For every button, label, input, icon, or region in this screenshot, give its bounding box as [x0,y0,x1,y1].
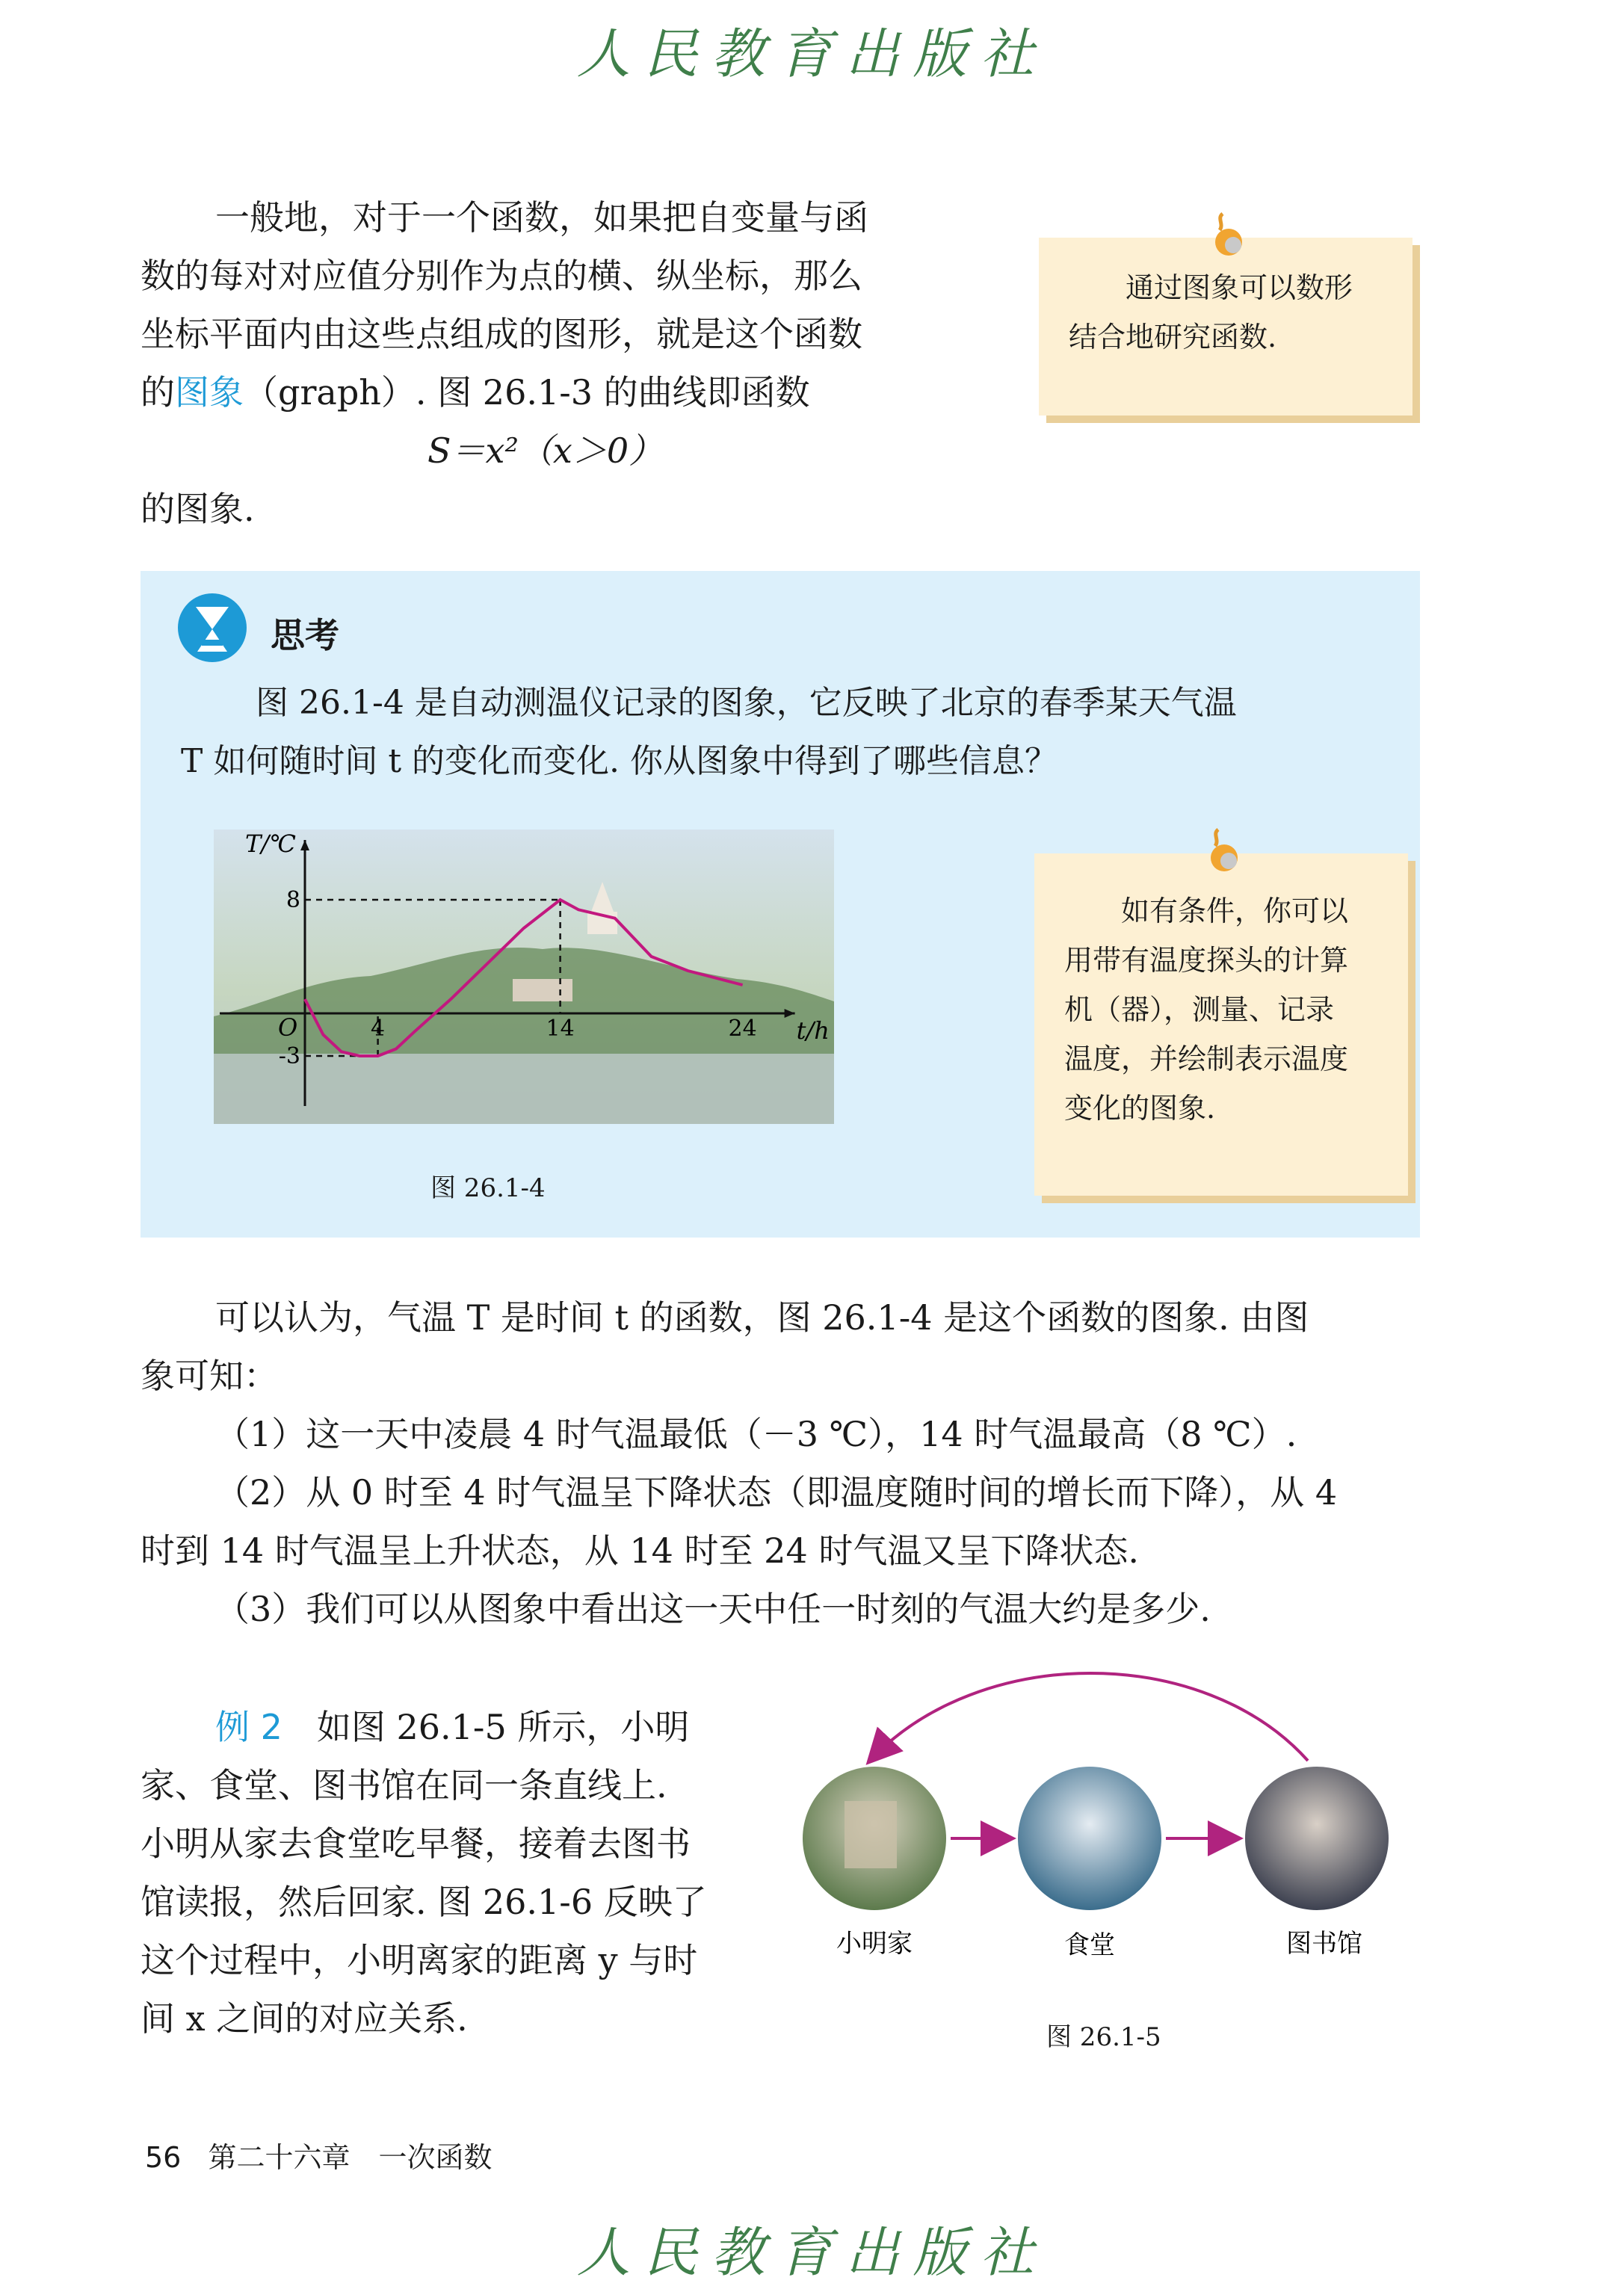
chart-x-tick-label: 14 [546,1016,575,1042]
intro-line-6: 的图象. [141,489,255,529]
footer-brand: 人民教育出版社 [576,2221,1048,2284]
chart-y-tick-label: 8 [285,887,300,913]
header-brand: 人民教育出版社 [576,22,1048,85]
note-line: 通过图象可以数形 [1126,271,1353,304]
chart-building [513,979,572,1001]
intro-line-prefix: 的 [141,372,175,413]
think-title: 思考 [271,615,339,655]
page-number: 56 [145,2141,182,2174]
side-note-2 [1034,853,1408,1196]
figure-caption: 图 26.1-5 [1046,2022,1161,2052]
think-line: T 如何随时间 t 的变化而变化. 你从图象中得到了哪些信息？ [181,742,1058,780]
example-line: 小明从家去食堂吃早餐，接着去图书 [141,1823,691,1864]
intro-line-suffix: （graph）. 图 26.1-3 的曲线即函数 [244,372,810,413]
list-item: （3）我们可以从图象中看出这一天中任一时刻的气温大约是多少. [215,1589,1211,1629]
list-item: （1）这一天中凌晨 4 时气温最低（－3 ℃），14 时气温最高（8 ℃）. [215,1414,1297,1454]
list-item: （2）从 0 时至 4 时气温呈下降状态（即温度随时间的增长而下降），从 4 [215,1472,1338,1513]
return-home-arrow [870,1673,1308,1761]
example-line: 家、食堂、图书馆在同一条直线上. [141,1765,667,1806]
pushpin-icon [1205,828,1241,873]
temperature-chart [214,830,834,1124]
intro-line: 一般地，对于一个函数，如果把自变量与函 [215,197,868,238]
note-line: 用带有温度探头的计算 [1064,944,1349,977]
side-note-1 [1039,238,1412,416]
think-box [141,571,1420,1238]
example-line: 馆读报，然后回家. 图 26.1-6 反映了 [141,1882,707,1922]
body-text [141,1288,1426,1638]
chart-x-tick-label: 24 [728,1016,757,1042]
note-line: 如有条件，你可以 [1121,895,1349,927]
pushpin-icon [1209,212,1245,257]
intro-line-4 [141,363,985,421]
example-line: 间 x 之间的对应关系. [141,1998,468,2039]
list-item-continued: 时到 14 时气温呈上升状态，从 14 时至 24 时气温又呈下降状态. [141,1530,1139,1571]
chart-x-tick-label: 4 [371,1016,386,1042]
place-label-library: 图书馆 [1286,1929,1362,1959]
think-line: 图 26.1-4 是自动测温仪记录的图象，它反映了北京的春季某天气温 [256,684,1237,722]
note-line: 结合地研究函数. [1069,321,1277,353]
example-line [141,1698,761,1756]
home-building [845,1801,897,1868]
place-label-canteen: 食堂 [1064,1930,1115,1960]
intro-paragraph [141,188,985,538]
example-text: 如图 26.1-5 所示，小明 [316,1707,690,1747]
example-line: 这个过程中，小明离家的距离 y 与时 [141,1940,698,1980]
place-label-home: 小明家 [836,1929,913,1959]
note-line: 机（器），测量、记录 [1064,993,1335,1026]
body-line: 可以认为，气温 T 是时间 t 的函数，图 26.1-4 是这个函数的图象. 由图 [215,1297,1309,1338]
chart-y-axis-label: T/℃ [245,830,296,858]
intro-line: 数的每对对应值分别作为点的横、纵坐标，那么 [141,256,862,296]
think-icon [175,590,250,665]
canteen-photo [1018,1767,1161,1910]
note-line: 温度，并绘制表示温度 [1064,1043,1349,1075]
figure-caption: 图 26.1-4 [430,1173,546,1203]
term-graph: 图象 [175,372,244,413]
example-2 [141,1698,761,2048]
formula: S＝x²（x＞0） [427,430,664,471]
chart-x-axis-label: t/h [796,1016,830,1045]
intro-line: 坐标平面内由这些点组成的图形，就是这个函数 [141,314,862,354]
chart-bridge [214,1054,834,1124]
chart-origin-label: O [278,1013,298,1042]
route-diagram [785,1659,1442,1960]
note-line: 变化的图象. [1064,1092,1216,1125]
library-photo [1245,1767,1389,1910]
chapter-title: 第二十六章 一次函数 [208,2141,493,2174]
example-label: 例 2 [215,1707,282,1747]
body-line: 象可知： [141,1356,278,1396]
chart-y-tick-label: -3 [278,1043,300,1069]
page-footer [145,2134,492,2175]
